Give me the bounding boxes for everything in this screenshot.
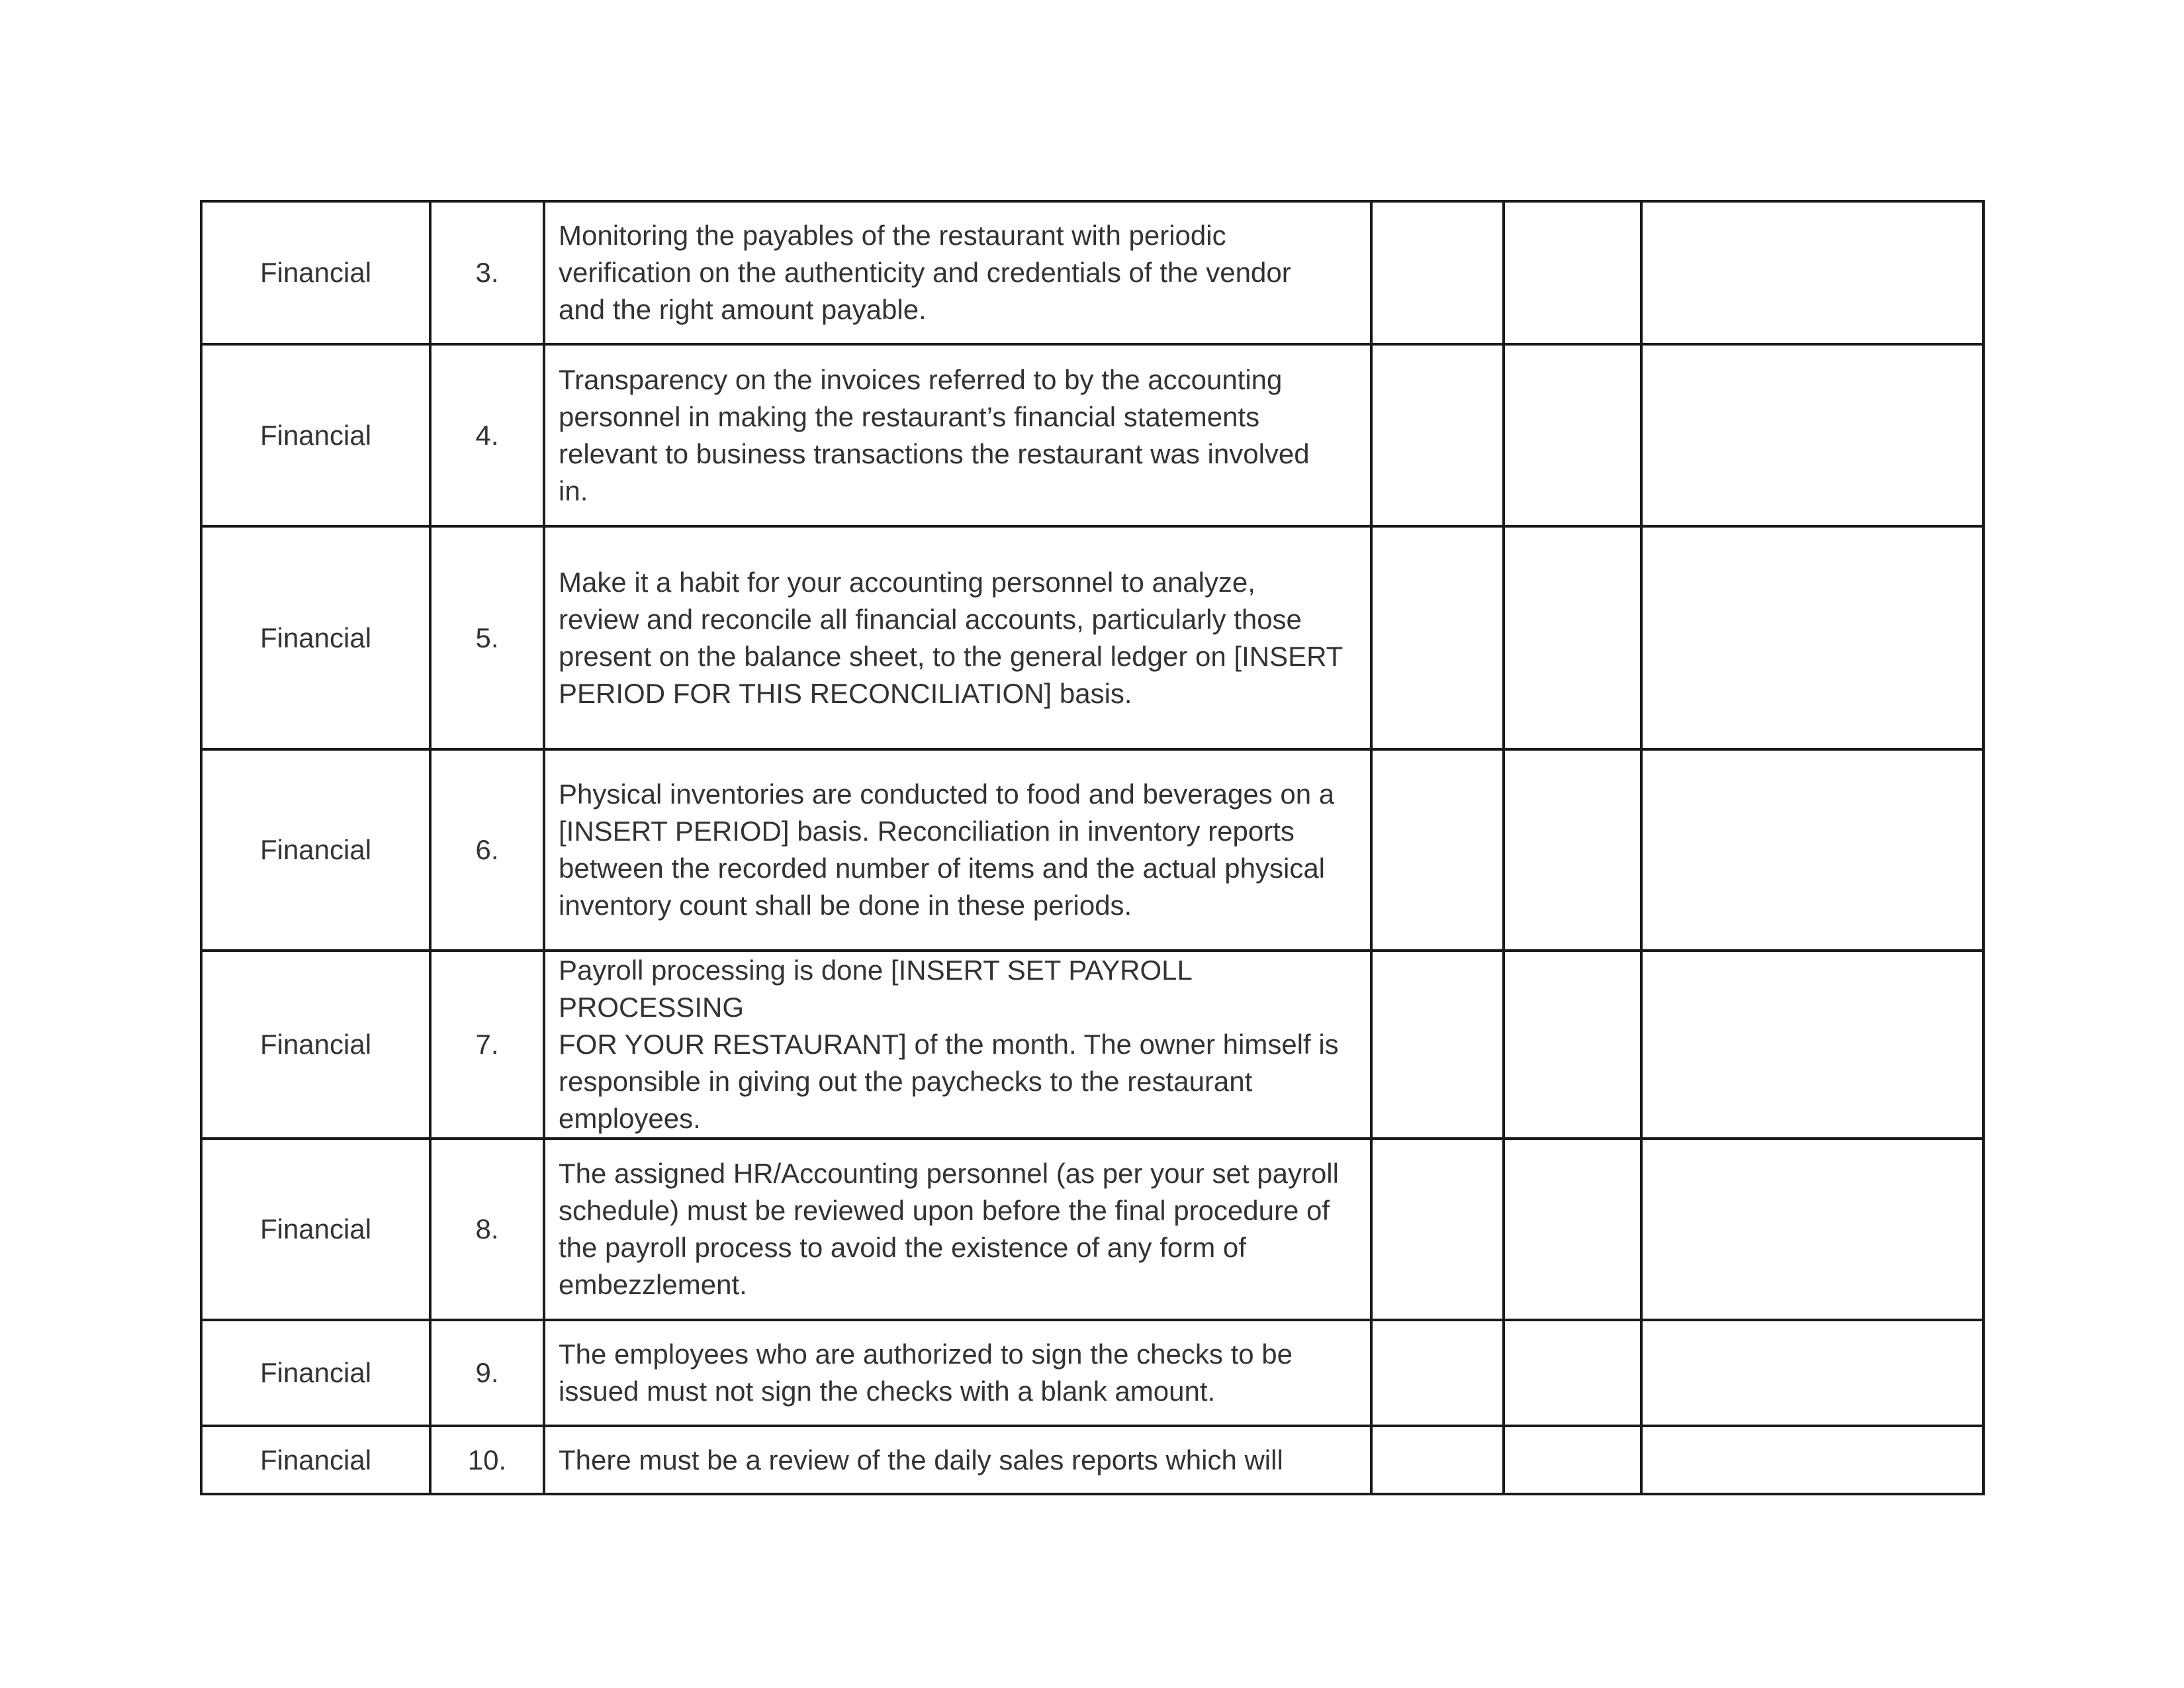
description-line: review and reconcile all financial accounts, particularly those xyxy=(559,603,1302,635)
blank-cell[interactable] xyxy=(1641,749,1983,951)
item-number-cell: 3. xyxy=(430,201,544,344)
description-cell xyxy=(544,344,1371,526)
blank-cell[interactable] xyxy=(1504,1320,1641,1426)
description-line: Make it a habit for your accounting personnel to analyze, xyxy=(559,566,1255,598)
blank-cell[interactable] xyxy=(1641,1426,1983,1494)
blank-cell[interactable] xyxy=(1371,201,1504,344)
description-cell xyxy=(544,1426,1371,1494)
description-line: The employees who are authorized to sign the checks to be xyxy=(559,1338,1293,1370)
description-line: in. xyxy=(559,475,588,506)
item-number-cell: 9. xyxy=(430,1320,544,1426)
blank-cell[interactable] xyxy=(1371,1139,1504,1320)
item-number-cell: 10. xyxy=(430,1426,544,1494)
table-row xyxy=(201,201,1983,344)
description-line: Transparency on the invoices referred to by the accounting xyxy=(559,363,1283,395)
blank-cell[interactable] xyxy=(1504,344,1641,526)
blank-cell[interactable] xyxy=(1641,1320,1983,1426)
blank-cell[interactable] xyxy=(1504,749,1641,951)
blank-cell[interactable] xyxy=(1641,201,1983,344)
description-cell xyxy=(544,526,1371,749)
blank-cell[interactable] xyxy=(1504,1139,1641,1320)
category-cell: Financial xyxy=(201,526,430,749)
category-cell: Financial xyxy=(201,749,430,951)
description-line: and the right amount payable. xyxy=(559,294,927,325)
description-line: responsible in giving out the paychecks to the restaurant xyxy=(559,1066,1253,1097)
description-line: [INSERT PERIOD] basis. Reconciliation in inventory reports xyxy=(559,816,1295,847)
description-line: Payroll processing is done [INSERT SET PAYROLL PROCESSING xyxy=(559,955,1192,1023)
description-cell xyxy=(544,1320,1371,1426)
description-cell xyxy=(544,201,1371,344)
table-row xyxy=(201,344,1983,526)
description-line: personnel in making the restaurant’s financial statements xyxy=(559,400,1260,432)
category-cell: Financial xyxy=(201,951,430,1139)
table-row xyxy=(201,526,1983,749)
table-row xyxy=(201,1320,1983,1426)
description-cell xyxy=(544,1139,1371,1320)
blank-cell[interactable] xyxy=(1371,344,1504,526)
blank-cell[interactable] xyxy=(1641,526,1983,749)
category-cell: Financial xyxy=(201,1426,430,1494)
description-line: Monitoring the payables of the restaurant with periodic xyxy=(559,220,1226,251)
item-number-cell: 5. xyxy=(430,526,544,749)
description-line: present on the balance sheet, to the general ledger on [INSERT xyxy=(559,640,1343,672)
table-row xyxy=(201,1139,1983,1320)
blank-cell[interactable] xyxy=(1371,1426,1504,1494)
description-line: The assigned HR/Accounting personnel (as per your set payroll xyxy=(559,1158,1339,1189)
table-row xyxy=(201,1426,1983,1494)
blank-cell[interactable] xyxy=(1504,1426,1641,1494)
description-line: relevant to business transactions the restaurant was involved xyxy=(559,438,1310,469)
description-line: embezzlement. xyxy=(559,1269,747,1300)
blank-cell[interactable] xyxy=(1371,951,1504,1139)
blank-cell[interactable] xyxy=(1504,951,1641,1139)
item-number-cell: 4. xyxy=(430,344,544,526)
blank-cell[interactable] xyxy=(1371,526,1504,749)
table-row xyxy=(201,749,1983,951)
description-line: PERIOD FOR THIS RECONCILIATION] basis. xyxy=(559,677,1132,709)
description-line: the payroll process to avoid the existence of any form of xyxy=(559,1232,1246,1263)
blank-cell[interactable] xyxy=(1504,201,1641,344)
category-cell: Financial xyxy=(201,344,430,526)
item-number-cell: 8. xyxy=(430,1139,544,1320)
description-line: inventory count shall be done in these periods. xyxy=(559,890,1132,921)
financial-checklist-table xyxy=(200,200,1985,1495)
blank-cell[interactable] xyxy=(1641,344,1983,526)
blank-cell[interactable] xyxy=(1641,1139,1983,1320)
blank-cell[interactable] xyxy=(1371,749,1504,951)
table-row xyxy=(201,951,1983,1139)
blank-cell[interactable] xyxy=(1504,526,1641,749)
description-line: between the recorded number of items and the actual physical xyxy=(559,853,1326,884)
item-number-cell: 6. xyxy=(430,749,544,951)
description-line: schedule) must be reviewed upon before the final procedure of xyxy=(559,1195,1330,1226)
category-cell: Financial xyxy=(201,1139,430,1320)
description-cell xyxy=(544,749,1371,951)
description-line: Physical inventories are conducted to food and beverages on a xyxy=(559,778,1335,810)
description-cell xyxy=(544,951,1371,1139)
description-line: issued must not sign the checks with a blank amount. xyxy=(559,1376,1216,1407)
blank-cell[interactable] xyxy=(1641,951,1983,1139)
category-cell: Financial xyxy=(201,201,430,344)
description-line: FOR YOUR RESTAURANT] of the month. The owner himself is xyxy=(559,1029,1339,1060)
description-line: There must be a review of the daily sales reports which will xyxy=(559,1444,1283,1476)
description-line: employees. xyxy=(559,1103,701,1134)
item-number-cell: 7. xyxy=(430,951,544,1139)
blank-cell[interactable] xyxy=(1371,1320,1504,1426)
description-line: verification on the authenticity and credentials of the vendor xyxy=(559,257,1291,288)
category-cell: Financial xyxy=(201,1320,430,1426)
